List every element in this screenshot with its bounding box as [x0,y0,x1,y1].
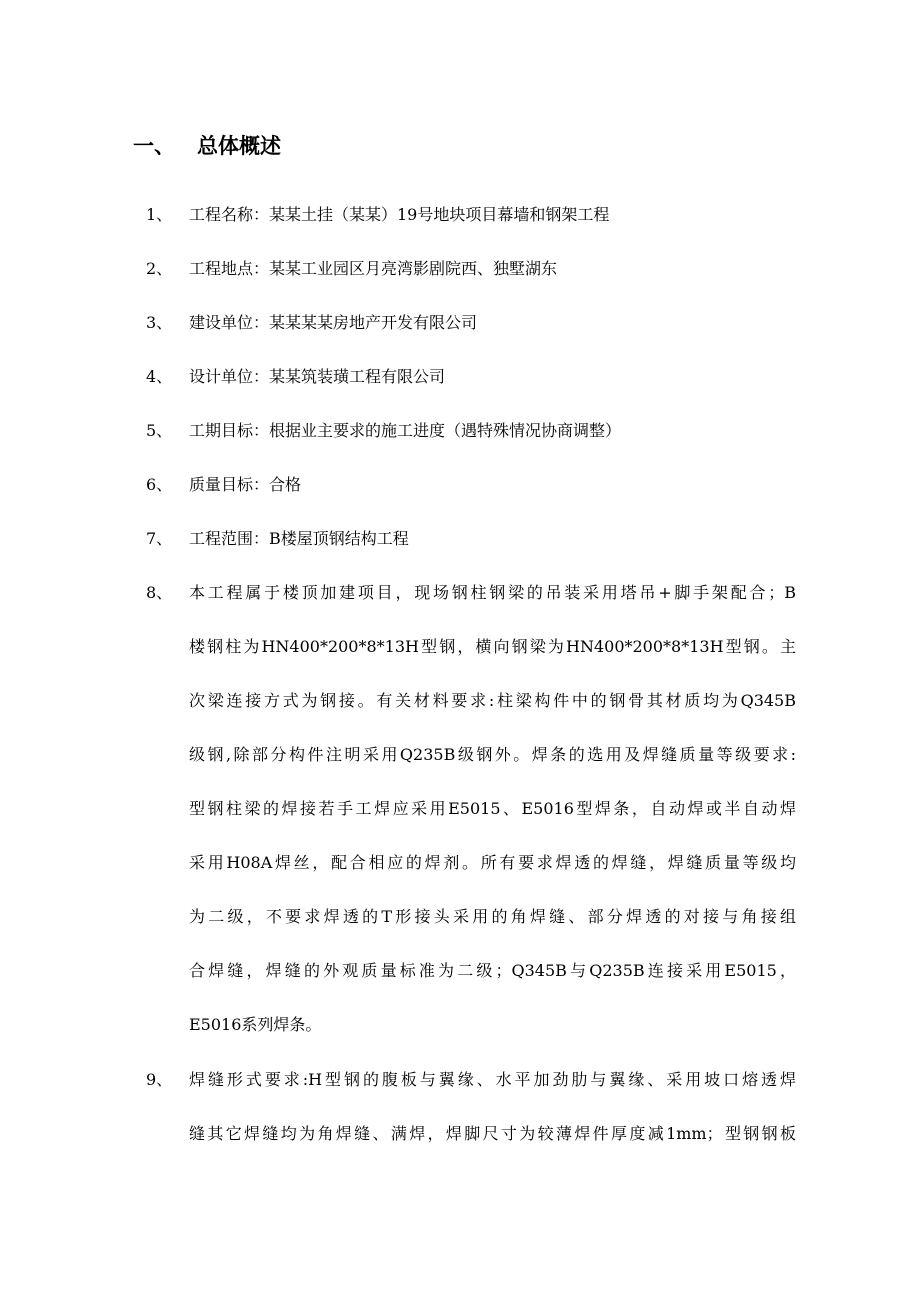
item-text: 工程范围：B楼屋顶钢结构工程 [189,529,409,548]
section-title: 总体概述 [197,133,281,158]
list-item [146,350,796,404]
item-number: 8、 [146,583,173,602]
item-number: 4、 [146,367,173,386]
item-paragraph [189,1053,796,1161]
list-item [146,566,796,1052]
list-item [146,404,796,458]
item-number: 7、 [146,529,173,548]
item-text: 工期目标：根据业主要求的施工进度（遇特殊情况协商调整） [189,421,622,440]
item-number: 9、 [146,1070,173,1089]
item-text: 质量目标：合格 [189,475,302,494]
paragraph-line: 缝其它焊缝均为角焊缝、满焊，焊脚尺寸为较薄焊件厚度减1mm；型钢钢板 [189,1124,796,1143]
paragraph-line: 本工程属于楼顶加建项目，现场钢柱钢梁的吊装采用塔吊+脚手架配合；B [189,583,796,602]
item-text: 工程地点：某某工业园区月亮湾影剧院西、独墅湖东 [189,259,558,278]
item-number: 2、 [146,259,173,278]
list-item [146,1053,796,1161]
paragraph-line: 为二级，不要求焊透的T形接头采用的角焊缝、部分焊透的对接与角接组 [189,907,796,926]
paragraph-line: 合焊缝，焊缝的外观质量标准为二级；Q345B与Q235B连接采用E5015， [189,961,796,980]
item-paragraph [189,566,796,1052]
list-item [146,512,796,566]
list-item [146,242,796,296]
paragraph-line: E5016系列焊条。 [189,1015,322,1034]
item-number: 1、 [146,205,173,224]
paragraph-line: 楼钢柱为HN400*200*8*13H型钢，横向钢梁为HN400*200*8*13H型钢。主 [189,637,796,656]
list-item [146,296,796,350]
item-number: 6、 [146,475,173,494]
item-text: 设计单位：某某筑装璜工程有限公司 [189,367,446,386]
list-item [146,458,796,512]
paragraph-line: 级钢,除部分构件注明采用Q235B级钢外。焊条的选用及焊缝质量等级要求: [189,745,796,764]
paragraph-line: 次梁连接方式为钢接。有关材料要求:柱梁构件中的钢骨其材质均为Q345B [189,691,796,710]
section-heading [133,130,281,162]
item-number: 3、 [146,313,173,332]
item-text: 工程名称：某某土挂（某某）19号地块项目幕墙和钢架工程 [189,205,610,224]
paragraph-line: 采用H08A焊丝，配合相应的焊剂。所有要求焊透的焊缝，焊缝质量等级均 [189,853,796,872]
item-text: 建设单位：某某某某房地产开发有限公司 [189,313,478,332]
section-number: 一、 [133,133,175,158]
list-item [146,188,796,242]
paragraph-line: 型钢柱梁的焊接若手工焊应采用E5015、E5016型焊条，自动焊或半自动焊 [189,799,796,818]
item-number: 5、 [146,421,173,440]
paragraph-line: 焊缝形式要求:H型钢的腹板与翼缘、水平加劲肋与翼缘、采用坡口熔透焊 [189,1070,796,1089]
